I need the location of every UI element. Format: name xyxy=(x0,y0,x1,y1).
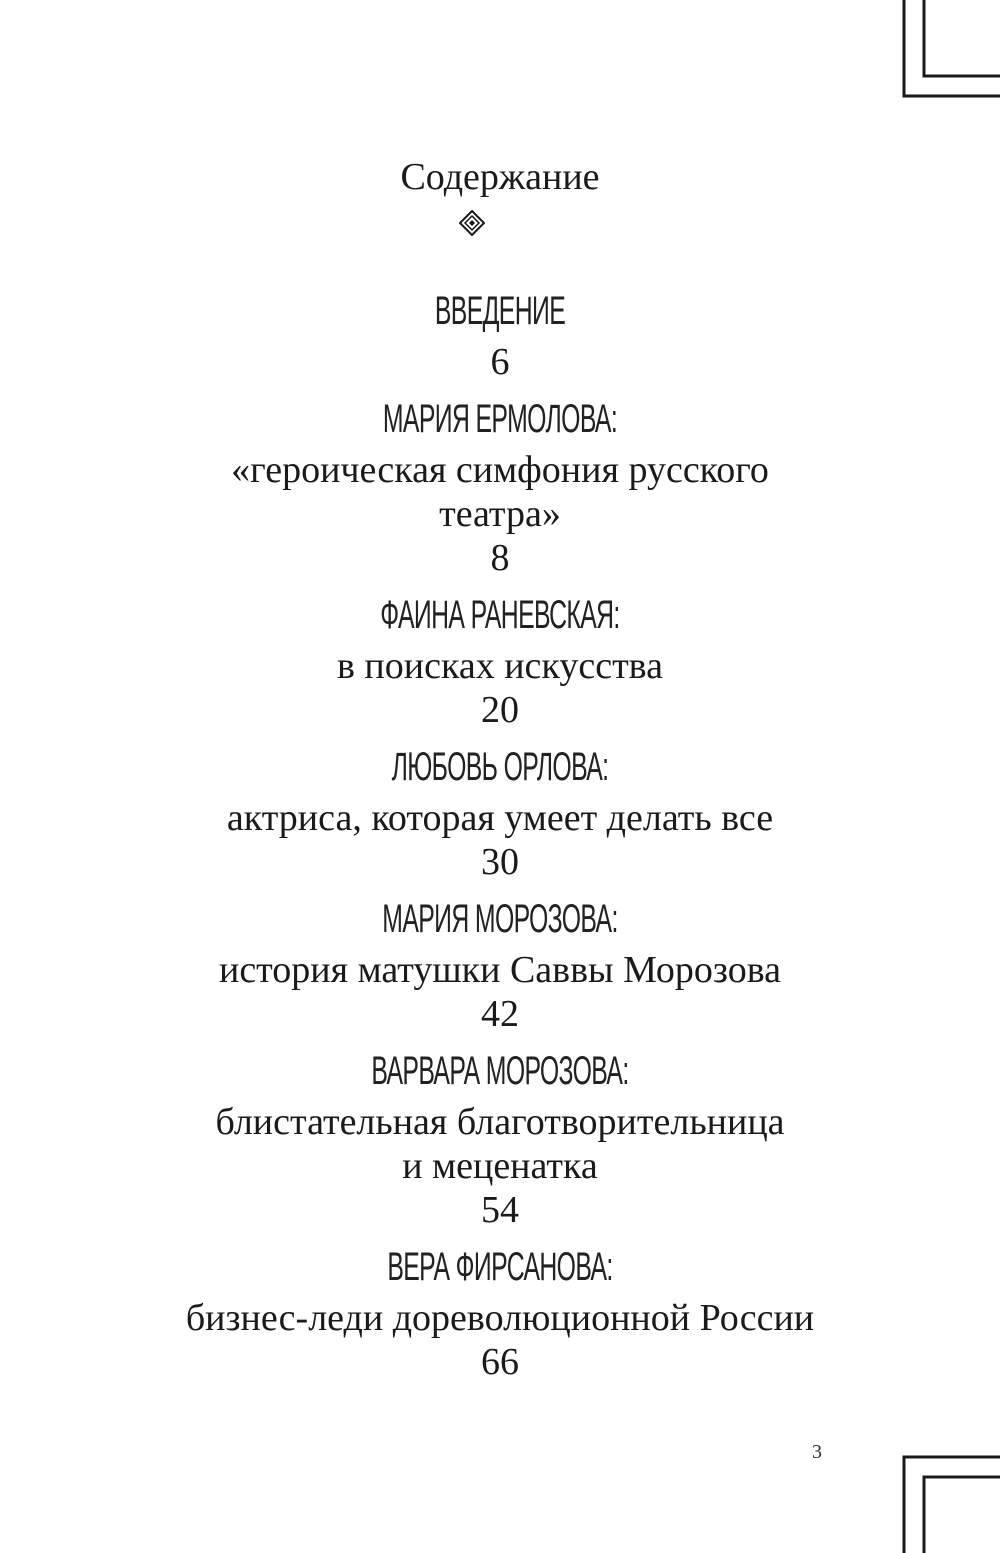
toc-entry-title: ВВЕДЕНИЕ xyxy=(434,289,566,333)
toc-entry-subtitle: и меценатка xyxy=(402,1145,598,1187)
toc-entry xyxy=(0,738,1000,884)
toc-entry-page: 42 xyxy=(481,993,519,1035)
table-of-contents xyxy=(0,282,1000,1384)
toc-entry xyxy=(0,390,1000,580)
toc-entry-subtitle: в поисках искусства xyxy=(336,645,663,687)
page-number: 3 xyxy=(812,1441,822,1463)
toc-entry-page: 30 xyxy=(481,841,519,883)
toc-entry xyxy=(0,1238,1000,1384)
toc-entry-title: ВЕРА ФИРСАНОВА: xyxy=(387,1245,613,1289)
toc-entry-title: МАРИЯ ЕРМОЛОВА: xyxy=(382,397,618,441)
toc-entry-page: 54 xyxy=(481,1189,519,1231)
toc-entry-page: 8 xyxy=(490,537,510,579)
corner-frame-bottom-icon xyxy=(902,1455,1000,1553)
toc-entry xyxy=(0,586,1000,732)
diamond-ornament-icon xyxy=(459,210,485,236)
toc-entry-title: ЛЮБОВЬ ОРЛОВА: xyxy=(391,745,609,789)
toc-entry xyxy=(0,1042,1000,1232)
toc-entry-subtitle: «героическая симфония русского xyxy=(231,449,769,491)
toc-entry-title: МАРИЯ МОРОЗОВА: xyxy=(382,897,618,941)
toc-entry-title: ФАИНА РАНЕВСКАЯ: xyxy=(380,593,620,637)
toc-entry-subtitle: актриса, которая умеет делать все xyxy=(226,797,774,839)
toc-entry-page: 66 xyxy=(481,1341,519,1383)
corner-frame-top-icon xyxy=(902,0,1000,98)
toc-entry-page: 6 xyxy=(490,341,510,383)
toc-entry-subtitle: блистательная благотворительница xyxy=(215,1101,785,1143)
toc-entry-subtitle: история матушки Саввы Морозова xyxy=(218,949,782,991)
toc-entry-subtitle: бизнес-леди дореволюционной России xyxy=(185,1297,815,1339)
toc-entry-page: 20 xyxy=(481,689,519,731)
page-title: Содержание xyxy=(400,156,600,198)
toc-entry xyxy=(0,282,1000,384)
toc-entry xyxy=(0,890,1000,1036)
toc-entry-subtitle: театра» xyxy=(439,493,561,535)
toc-entry-title: ВАРВАРА МОРОЗОВА: xyxy=(371,1049,629,1093)
